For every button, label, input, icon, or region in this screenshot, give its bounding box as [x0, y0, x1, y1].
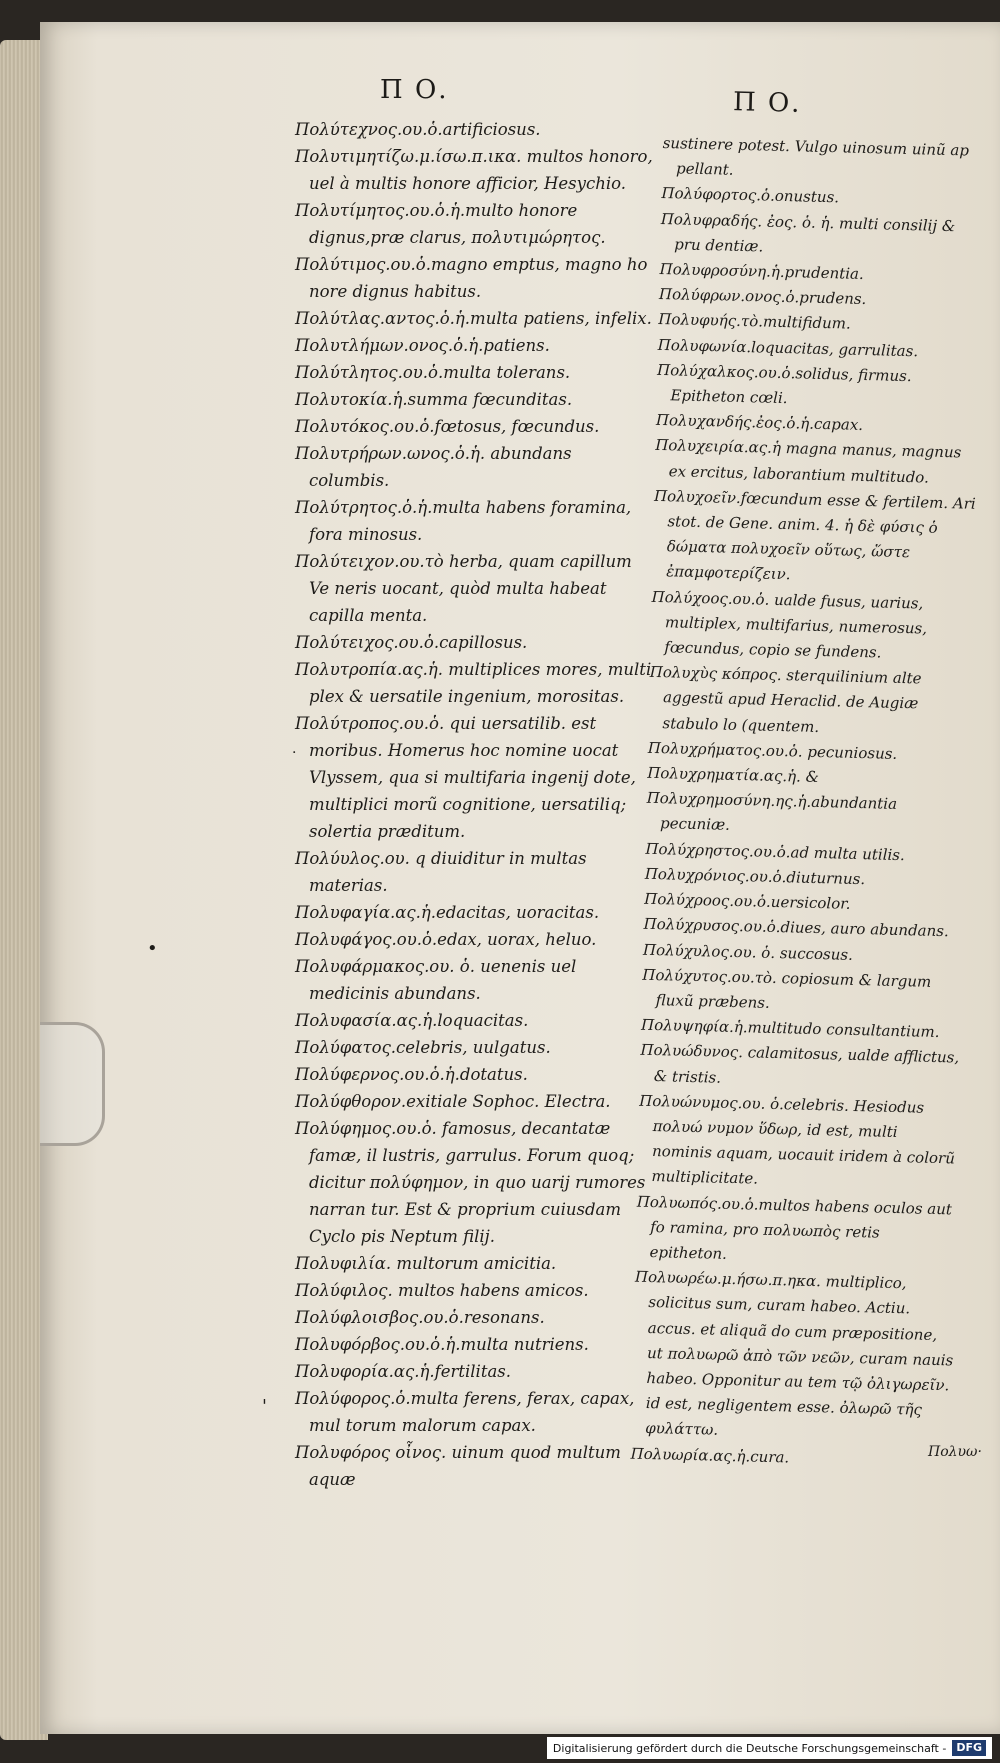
- dictionary-entry: Πολύτλας.αντος.ὁ.ἡ.multa patiens, infelix.: [295, 309, 652, 328]
- dictionary-entry: Πολυφάρμακος.ου. ὁ. uenenis uel medicinis abundans.: [295, 957, 577, 1003]
- dictionary-entry: Πολυχὺς κόπρος. sterquilinium alte aggestũ apud Heraclid. de Augiæ stabulo lo (quentem.: [649, 663, 922, 736]
- dictionary-entry: Πολυφροσύνη.ἡ.prudentia.: [659, 259, 864, 283]
- footer-credit: [547, 1737, 992, 1759]
- dictionary-entry: Πολυωπός.ου.ὁ.multos habens oculos aut fo ramina, pro πολυωπὸς retis epitheton.: [636, 1192, 953, 1263]
- dictionary-entry: Πολυώνυμος.ου. ὁ.celebris. Hesiodus πολυώ νυμον ὕδωρ, id est, multi nominis aquam, uocauit iridem à colorũ multiplicitate.: [639, 1091, 956, 1188]
- dictionary-entry: Πολυχανδής.ἐος.ὁ.ἡ.capax.: [655, 411, 864, 435]
- dictionary-entry: Πολύχαλκος.ου.ὁ.solidus, firmus. Epitheton cœli.: [656, 360, 912, 408]
- dictionary-entry: Πολύχυτος.ου.τὸ. copiosum & largum fluxũ præbens.: [642, 965, 932, 1012]
- dictionary-entry: Πολυωρία.ας.ἡ.cura.: [630, 1444, 790, 1467]
- ink-mark: ·: [292, 745, 297, 761]
- dictionary-entry: Πολύχρηστος.ου.ὁ.ad multa utilis.: [645, 839, 905, 864]
- dictionary-entry: Πολύχυλος.ου. ὁ. succosus.: [642, 940, 854, 964]
- dictionary-entry: Πολυχοεῖν.fœcundum esse & fertilem. Ari stot. de Gene. anim. 4. ἡ δὲ φύσις ὁ δώματα πολυχοεῖν οὕτως, ὥστε ἐπαμφοτερίζειν.: [653, 486, 976, 584]
- dictionary-entry: Πολυφαγία.ας.ἡ.edacitas, uoracitas.: [295, 903, 600, 922]
- dictionary-entry: Πολυτόκος.ου.ὁ.fœtosus, fœcundus.: [295, 417, 600, 436]
- page-clip: [40, 1022, 105, 1146]
- dictionary-entry: Πολυψηφία.ἡ.multitudo consultantium.: [640, 1015, 940, 1042]
- dictionary-entry: Πολύτροπος.ου.ὁ. qui uersatilib. est moribus. Homerus hoc nomine uocat Vlyssem, qua si multifaria ingenij dote, multiplici morũ cognitione, uersatiliq; solertia præditum.: [295, 714, 636, 841]
- dictionary-entry: Πολύυλος.ου. q diuiditur in multas materias.: [295, 849, 587, 895]
- dictionary-entry: Πολυφραδής. ἐος. ὁ. ἡ. multi consilij & pru dentiæ.: [660, 209, 956, 256]
- dictionary-entry: Πολύτρητος.ὁ.ἡ.multa habens foramina, fora minosus.: [295, 498, 632, 544]
- dictionary-entry: Πολύχροος.ου.ὁ.uersicolor.: [644, 889, 851, 913]
- dictionary-entry: Πολύφορος.ὁ.multa ferens, ferax, capax, mul torum malorum capax.: [295, 1389, 635, 1435]
- dictionary-entry: Πολύφατος.celebris, uulgatus.: [295, 1038, 551, 1057]
- dictionary-entry: Πολυφυής.τὸ.multifidum.: [658, 310, 851, 334]
- ink-mark: ': [262, 1396, 267, 1417]
- dictionary-entry: Πολυωρέω.μ.ήσω.π.ηκα. multiplico, solicitus sum, curam habeo. Actiu. accus. et aliquã do cum præpositione, ut πολυωρῶ ἀπὸ τῶν νεῶν, curam nauis habeo. Opponitur au tem τῷ ὀλιγωρεῖν. id est, negligentem esse. ὀλωρῶ τῆς φυλάττω.: [634, 1267, 954, 1440]
- dictionary-entry: Πολυφάγος.ου.ὁ.edax, uorax, heluo.: [295, 930, 597, 949]
- dictionary-entry: Πολύφερνος.ου.ὁ.ἡ.dotatus.: [295, 1065, 528, 1084]
- dictionary-entry: Πολύτιμος.ου.ὁ.magno emptus, magno ho nore dignus habitus.: [295, 255, 648, 301]
- dictionary-entry: Πολυχρηματία.ας.ἡ. &: [647, 763, 820, 787]
- dictionary-entry: Πολύτειχος.ου.ὁ.capillosus.: [295, 633, 528, 652]
- dictionary-entry: Πολύτεχνος.ου.ὁ.artificiosus.: [295, 120, 541, 139]
- dictionary-entry: Πολυτροπία.ας.ἡ. multiplices mores, multi plex & uersatile ingenium, morositas.: [295, 660, 652, 706]
- footer-text: Digitalisierung gefördert durch die Deutsche Forschungsgemeinschaft -: [552, 1741, 947, 1755]
- dictionary-entry: Πολυτλήμων.ονος.ὁ.ἡ.patiens.: [295, 336, 550, 355]
- dictionary-entry: Πολυτρήρων.ωνος.ὁ.ἡ. abundans columbis.: [295, 444, 572, 490]
- dictionary-entry: Πολύφημος.ου.ὁ. famosus, decantatæ famæ, il lustris, garrulus. Forum quoq; dicitur πολύφημον, in quo uarij rumores narran tur. Est & proprium cuiusdam Cyclo pis Neptum filij.: [295, 1119, 646, 1246]
- dictionary-entry: Πολυφασία.ας.ἡ.loquacitas.: [295, 1011, 529, 1030]
- dictionary-entry: Πολυχειρία.ας.ἡ magna manus, magnus ex ercitus, laborantium multitudo.: [655, 436, 962, 487]
- dictionary-entry: Πολύτειχον.ου.τὸ herba, quam capillum Ve neris uocant, quòd multa habeat capilla menta.: [295, 552, 632, 625]
- dictionary-entry: Πολυτοκία.ἡ.summa fœcunditas.: [295, 390, 573, 409]
- dictionary-entry: Πολυφορία.ας.ἡ.fertilitas.: [295, 1362, 512, 1381]
- dictionary-entry: Πολύφλοισβος.ου.ὁ.resonans.: [295, 1308, 545, 1327]
- dictionary-entry: Πολύτλητος.ου.ὁ.multa tolerans.: [295, 363, 571, 382]
- dictionary-entry: sustinere potest. Vulgo uinosum uinũ ap pellant.: [662, 133, 970, 179]
- dictionary-entry: Πολύφορτος.ὁ.onustus.: [661, 184, 840, 207]
- dictionary-entry: Πολύφθορον.exitiale Sophoc. Electra.: [295, 1092, 611, 1111]
- left-column: [295, 116, 655, 1493]
- dictionary-entry: Πολυώδυνος. calamitosus, ualde afflictus, & tristis.: [640, 1041, 960, 1087]
- dictionary-entry: Πολυφιλία. multorum amicitia.: [295, 1254, 557, 1273]
- dictionary-entry: Πολυχρόνιος.ου.ὁ.diuturnus.: [644, 864, 866, 889]
- dictionary-entry: Πολυφόρος οἶνος. uinum quod multum aquæ: [295, 1443, 621, 1489]
- dictionary-entry: Πολυτίμητος.ου.ὁ.ἡ.multo honore dignus,præ clarus, πολυτιμώρητος.: [295, 201, 606, 247]
- dictionary-entry: Πολυτιμητίζω.μ.ίσω.π.ικα. multos honoro, uel à multis honore afficior, Hesychio.: [295, 147, 653, 193]
- ink-mark: •: [147, 938, 158, 959]
- dictionary-entry: Πολύφιλος. multos habens amicos.: [295, 1281, 589, 1300]
- right-column: [630, 131, 985, 1474]
- header-left: Π Ο.: [380, 75, 449, 105]
- catchword: Πολυω·: [928, 1444, 982, 1460]
- header-right: Π Ο.: [732, 87, 802, 119]
- dfg-logo: DFG: [952, 1740, 986, 1756]
- dictionary-entry: Πολύχρυσος.ου.ὁ.diues, auro abundans.: [643, 915, 949, 941]
- dictionary-entry: Πολυφόρβος.ου.ὁ.ἡ.multa nutriens.: [295, 1335, 589, 1354]
- dictionary-entry: Πολυχρήματος.ου.ὁ. pecuniosus.: [647, 738, 898, 763]
- dictionary-entry: Πολύχοος.ου.ὁ. ualde fusus, uarius, multiplex, multifarius, numerosus, fœcundus, copio se fundens.: [651, 587, 928, 662]
- dictionary-entry: Πολυφωνία.loquacitas, garrulitas.: [657, 335, 919, 360]
- dictionary-entry: Πολυχρημοσύνη.ης.ἡ.abundantia pecuniæ.: [646, 789, 898, 835]
- dictionary-entry: Πολύφρων.ονος.ὁ.prudens.: [658, 285, 867, 309]
